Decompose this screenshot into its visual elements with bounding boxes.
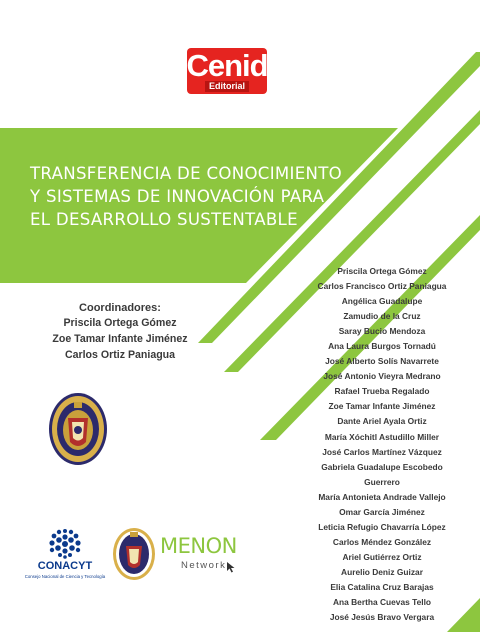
coordinators-block	[20, 301, 220, 363]
title-line-3: EL DESARROLLO SUSTENTABLE	[30, 210, 298, 229]
author-name: Carlos Méndez González	[332, 536, 432, 547]
author-name: Gabriela Guadalupe Escobedo	[321, 461, 443, 472]
authors-list	[298, 264, 466, 625]
author-name: José Jesús Bravo Vergara	[329, 612, 435, 623]
author-name: Elia Catalina Cruz Barajas	[330, 581, 434, 592]
author-name: Carlos Francisco Ortiz Paniagua	[317, 281, 447, 292]
menon-word: MENON	[160, 534, 237, 558]
menon-subtitle: Network	[181, 560, 227, 571]
author-name: Saray Bucio Mendoza	[338, 326, 426, 337]
author-name: Priscila Ortega Gómez	[337, 266, 427, 276]
author-name: Rafael Trueba Regalado	[334, 386, 430, 397]
conacyt-name: CONACYT	[37, 560, 93, 572]
title-line-2: Y SISTEMAS DE INNOVACIÓN PARA	[30, 187, 325, 206]
coordinator-name: Priscila Ortega Gómez	[63, 317, 177, 329]
author-name: José Carlos Martínez Vázquez	[322, 446, 442, 457]
author-name: José Alberto Solís Navarrete	[325, 356, 439, 367]
book-title	[30, 162, 370, 231]
author-name: Zamudio de la Cruz	[343, 311, 421, 322]
conacyt-subtitle: Consejo Nacional de Ciencia y Tecnología	[24, 574, 106, 579]
conacyt-globe-icon	[22, 528, 108, 560]
author-name: Guerrero	[364, 476, 400, 487]
author-name: Omar García Jiménez	[339, 506, 425, 517]
author-name: Ana Laura Burgos Tornadú	[328, 341, 436, 352]
coordinators-heading: Coordinadores:	[79, 302, 161, 314]
author-name: Ariel Gutiérrez Ortiz	[342, 551, 422, 562]
coordinator-name: Carlos Ortiz Paniagua	[64, 349, 176, 361]
author-name: María Xóchitl Astudillo Miller	[324, 431, 440, 442]
coordinator-name: Zoe Tamar Infante Jiménez	[52, 333, 188, 345]
author-name: Leticia Refugio Chavarría López	[318, 521, 446, 532]
title-line-1: TRANSFERENCIA DE CONOCIMIENTO	[30, 164, 342, 183]
conacyt-logo	[22, 528, 108, 584]
author-name: María Antonieta Andrade Vallejo	[318, 491, 446, 502]
author-name: Ana Bertha Cuevas Tello	[332, 597, 432, 608]
menon-network-logo	[160, 534, 240, 578]
author-name: Angélica Guadalupe	[341, 296, 423, 307]
university-seal-small-icon	[112, 527, 156, 582]
university-seal-icon	[48, 392, 108, 467]
publisher-logo-text: Cenid	[186, 48, 268, 83]
author-name: Dante Ariel Ayala Ortiz	[337, 416, 427, 427]
author-name: José Antonio Vieyra Medrano	[323, 371, 441, 382]
author-name: Zoe Tamar Infante Jiménez	[328, 401, 436, 412]
publisher-logo-sub: Editorial	[208, 81, 245, 91]
author-name: Aurelio Deniz Guizar	[341, 566, 423, 577]
cursor-arrow-icon	[226, 561, 236, 573]
publisher-logo	[185, 48, 269, 94]
